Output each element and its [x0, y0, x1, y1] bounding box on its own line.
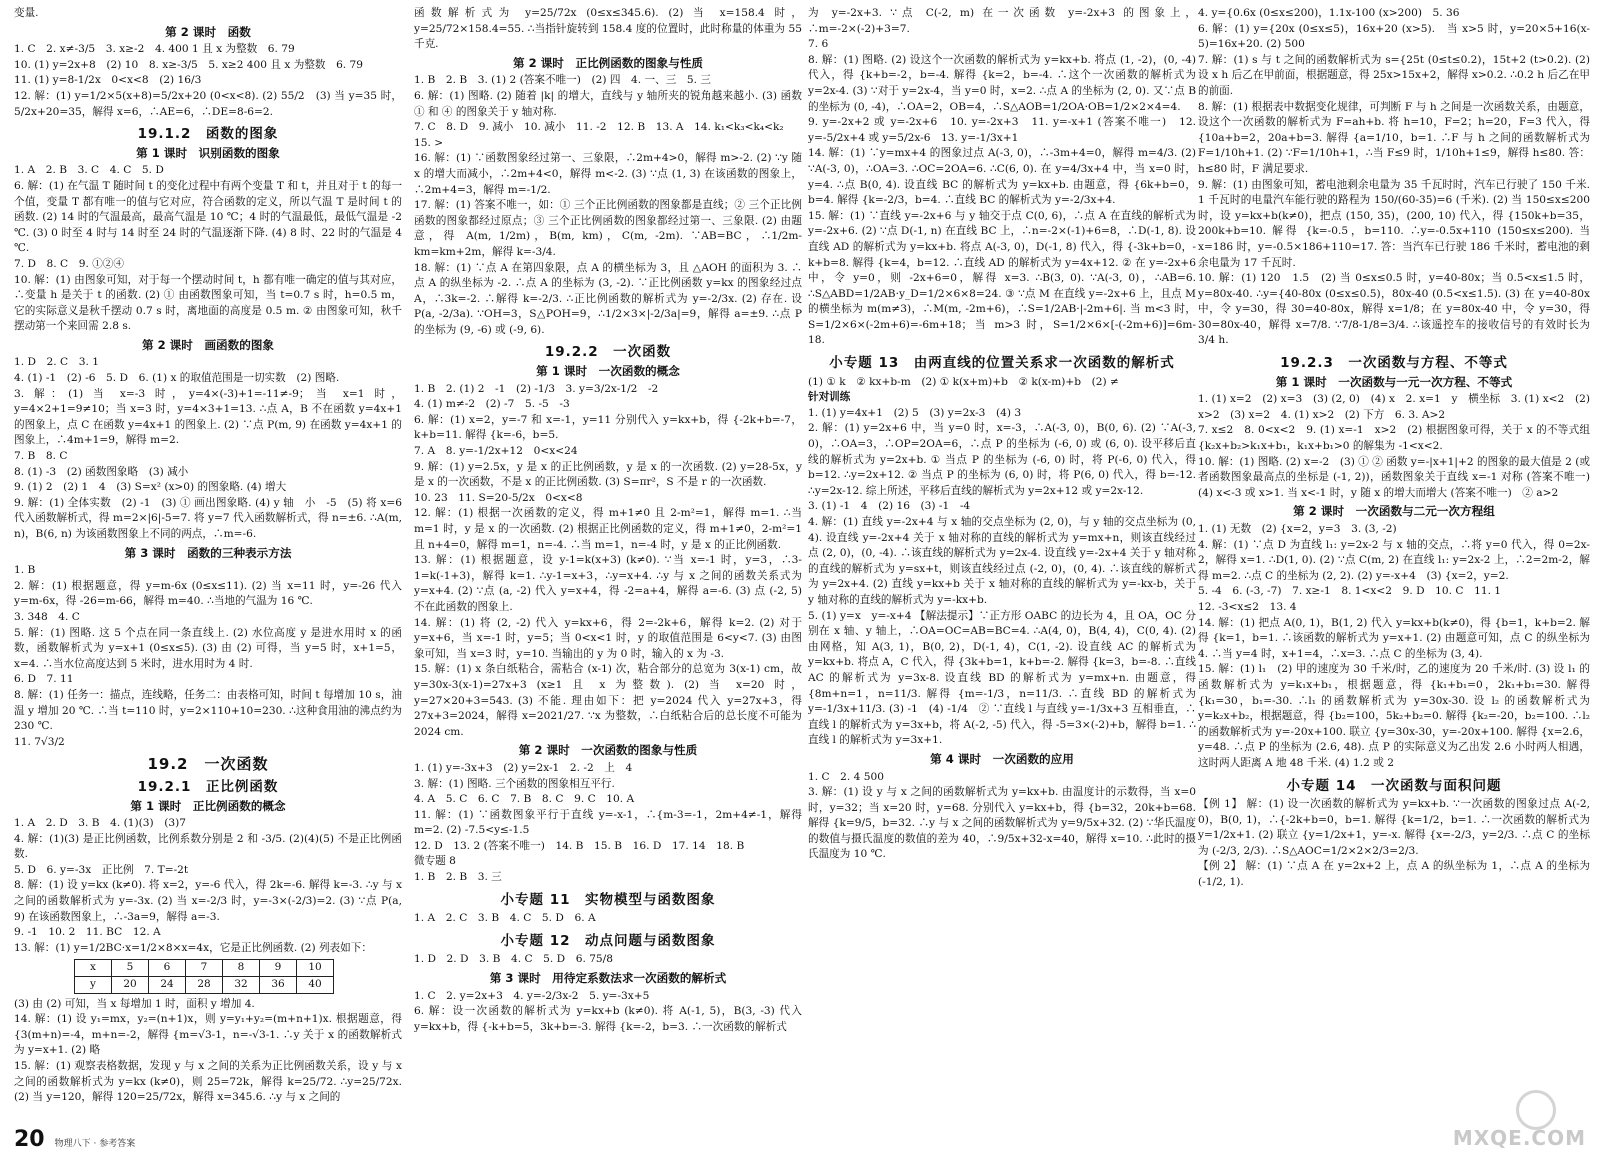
column-3 — [808, 6, 1196, 1124]
text-line: 变量. — [14, 7, 39, 19]
xy-table — [74, 959, 334, 993]
lesson-heading: 第 2 课时 函数 — [165, 24, 251, 39]
answer-line: 1. C 2. x≠-3/5 3. x≥-2 4. 400 1 且 x 为整数 6. 79 — [14, 43, 295, 56]
answer-line: 15. 解：(1) ∵直线 y=-2x+6 与 y 轴交于点 C(0, 6)，∴点 A 在直线的解析式为 y=-2x+6. (2) ∵点 D(-1, n) 在直线 BC 上，∴n=-2×(-1)+6=8，∴D(-1, 8). 设直线 AD 的解析式为 y=kx+b. 将点 A(-3, 0)，D(-1, 8) 代入，得 {-3k+b=0，-k+b=8. 解得 {k=4，b=12. ∴直线 AD 的解析式为 y=4x+12. ② 在 y=-2x+6 中，令 y=0，则 -2x+6=0，解得 x=3. ∴B(3, 0). ∵A(-3, 0)，∴AB=6. ∴S△ABD=1/2AB·y_D=1/2×6×8=24. ③ ∵点 M 在直线 y=-2x+6 上，且点 M 的横坐标为 m(m≠3)，∴M(m, -2m+6)，∴S=1/2AB·|-2m+6|. 当 m<3 时，S=1/2×6×(-2m+6)=-6m+18；当 m>3 时，S=1/2×6×[-(-2m+6)]=6m-18. — [808, 209, 1196, 347]
watermark-circle-icon — [1516, 1090, 1556, 1130]
answer-line: 9. -1 10. 2 11. BC 12. A — [14, 926, 161, 939]
answer-line: 【例 1】 解：(1) 设一次函数的解析式为 y=kx+b. ∵一次函数的图象过点 A(-2, 0)，B(0, 1)，∴{-2k+b=0，b=1. 解得 {k=1/2，b=1. ∴一次函数的解析式为 y=1/2x+1. (2) 联立 {y=1/2x+1，y=-x. 解得 {x=-2/3，y=2/3. ∴点 C 的坐标为 (-2/3, 2/3). ∴S△AOC=1/2×2×2/3=2/3. — [1198, 798, 1590, 857]
answer-line: 4. (1) -1 (2) -6 5. D 6. (1) x 的取值范围是一切实数 (2) 图略. — [14, 372, 340, 385]
lesson-heading: 第 1 课时 一次函数的概念 — [536, 364, 680, 379]
table-cell: 9 — [260, 960, 297, 977]
watermark-text: MXQE.COM — [1452, 1126, 1586, 1150]
answer-line: 函数解析式为 y=25/72x (0≤x≤345.6). (2) 当 x=158.4 时，y=25/72×158.4=55. ∴当指针旋转到 158.4 度的位置时，此时称量的体重为 55 千克. — [414, 7, 802, 51]
answer-line: 8. 解：(1) 设 y=kx (k≠0). 将 x=2，y=-6 代入，得 2k=-6. 解得 k=-3. ∴y 与 x 之间的函数解析式为 y=-3x. (2) 当 x=-2/3 时，y=-3×(-2/3)=2. (3) ∵点 P(a, 9) 在该函数图象上，∴-3a=9，解得 a=-3. — [14, 879, 402, 923]
lesson-heading: 第 2 课时 正比例函数的图象与性质 — [512, 55, 704, 70]
answer-line: (3) 由 (2) 可知，当 x 每增加 1 时，面积 y 增加 4. — [14, 997, 255, 1010]
table-cell: 8 — [223, 960, 260, 977]
table-cell: 6 — [149, 960, 186, 977]
answer-line: 7. A 8. y=-1/2x+12 0<x<24 — [414, 445, 578, 458]
section-heading: 19.2.1 正比例函数 — [137, 778, 279, 795]
table-cell: 10 — [297, 960, 334, 977]
answer-line: 3. 解：(1) 设 y 与 x 之间的函数解析式为 y=kx+b. 由温度计的示数得，当 x=0 时，y=32；当 x=20 时，y=68. 分别代入 y=kx+b，得 {b=32，20k+b=68. 解得 {k=9/5，b=32. ∴y 与 x 之间的函数解析式为 y=9/5x+32. (2) ∵华氏温度的数值与摄氏温度的数值的差为 40，∴9/5x+32-x=40，解得 x=10. ∴此时的摄氏温度为 10 ℃. — [808, 786, 1196, 861]
answer-line: 12. 解：(1) y=1/2×5(x+8)=5/2x+20 (0<x<8). (2) 55/2 (3) 当 y=35 时，5/2x+20=35，解得 x=6，∴AE=6，∴DE=8-6=2. — [14, 89, 402, 118]
answer-line: 1. B 2. B 3. 三 — [414, 871, 502, 884]
answer-line: 12. 解：(1) 根据一次函数的定义，得 m+1≠0 且 2-m²=1，解得 m=1. ∴当 m=1 时，y 是 x 的一次函数. (2) 根据正比例函数的定义，得 m+1≠0，2-m²=1 且 n+4=0，解得 m=1，n=-4. ∴当 m=1，n=-4 时，y 是 x 的正比例函数. — [414, 507, 802, 551]
answer-line: 10. 23 11. S=20-5/2x 0<x<8 — [414, 491, 583, 504]
answer-line: 15. > — [414, 136, 444, 149]
lesson-heading: 第 4 课时 一次函数的应用 — [930, 751, 1074, 766]
answer-line: 17. 解：(1) 答案不唯一，如：① 三个正比例函数的图象都是直线；② 三个正比例函数的图象都经过原点；③ 三个正比例函数的图象都经过第一、三象限. (2) 由题意，得 A(m, 1/2m)，B(m, km)，C(m, -2m). ∵AB=BC，∴1/2m-km=km+2m，解得 k=-3/4. — [414, 199, 802, 258]
answer-line: 14. 解：(1) 将 (2, -2) 代入 y=kx+6，得 2=-2k+6，解得 k=2. (2) 对于 y=x+6，当 x=-1 时，y=5；当 0<x<1 时，y 的取值范围是 6<y<7. (3) 由图象可知，当 x=3 时，y=10. 当输出的 y 为 0 时，输入的 x 为 -3. — [414, 616, 802, 660]
lesson-heading: 第 1 课时 识别函数的图象 — [136, 145, 280, 160]
answer-line: 5. D 6. y=-3x 正比例 7. T=-2t — [14, 863, 189, 876]
answer-line: 8. 解：(1) 图略. (2) 设这个一次函数的解析式为 y=kx+b. 将点 (1, -2)，(0, -4) 代入，得 {k+b=-2，b=-4. 解得 {k=2，b=-4. ∴这个一次函数的解析式为 y=2x-4. (3) ∵对于 y=2x-4，当 y=0 时，x=2. ∴点 A 的坐标为 (2, 0). 又∵点 B 的坐标为 (0, -4)，∴OA=2，OB=4，∴S△AOB=1/2OA·OB=1/2×2×4=4. — [808, 53, 1196, 113]
table-cell: x — [75, 960, 112, 977]
answer-line: 8. 解：(1) 根据表中数据变化规律，可判断 F 与 h 之间是一次函数关系，由题意，设这个一次函数的解析式为 F=ah+b. 将 h=10，F=2；h=20，F=3 代入，得 {10a+b=2，20a+b=3. 解得 {a=1/10，b=1. ∴F 与 h 之间的函数解析式为 F=1/10h+1. (2) ∵F=1/10h+1，∴当 F≤9 时，1/10h+1≤9，解得 h≤80. 答：h≤80 时，F 满足要求. — [1198, 100, 1590, 175]
answer-line: 6. 解：(1) y={20x (0≤x≤5)，16x+20 (x>5). 当 x>5 时，y=20×5+16(x-5)=16x+20. (2) 500 — [1198, 22, 1590, 51]
lesson-heading: 第 2 课时 一次函数的图象与性质 — [518, 743, 698, 758]
answer-line: 10. 解：(1) 图略. (2) x=-2 (3) ① ② 函数 y=-|x+1|+2 的图象的最大值是 2 (或者函数图象最高点的坐标是 (-1, 2))，函数图象关于直线 x=-1 对称 (答案不唯一) (4) x<-3 或 x>1. 当 x<-1 时，y 随 x 的增大而增大 (答案不唯一) ② a>2 — [1198, 455, 1590, 499]
answer-line: 1. C 2. y=2x+3 4. y=-2/3x-2 5. y=-3x+5 — [414, 989, 650, 1002]
answer-line: 7. x≤2 8. 0<x<2 9. (1) x=-1 x>2 (2) 根据图象可得，关于 x 的不等式组 {k₂x+b₂>k₁x+b₁，k₁x+b₁>0 的解集为 -1<x<2. — [1198, 424, 1590, 453]
answer-line: 4. 解：(1)(3) 是正比例函数，比例系数分别是 2 和 -3/5. (2)(4)(5) 不是正比例函数. — [14, 832, 402, 861]
table-cell: 5 — [112, 960, 149, 977]
answer-line: 7. 6 — [808, 38, 829, 51]
answer-line: 针对训练 — [808, 391, 851, 404]
table-row — [75, 977, 334, 994]
answer-line: 9. 解：(1) y=2.5x，y 是 x 的正比例函数，y 是 x 的一次函数. (2) y=28-5x，y 是 x 的一次函数，不是 x 的正比例函数. (3) S=πr²，S 不是 r 的一次函数. — [414, 460, 802, 489]
answer-line: 5. (1) y=x y=-x+4 【解法提示】∵正方形 OABC 的边长为 4，且 OA，OC 分别在 x 轴、y 轴上，∴OA=OC=AB=BC=4. ∴A(4, 0)，B(4, 4)，C(0, 4). (2) 由网格，知 A(3, 1)，B(0, 2)，D(-1, 4)，C(1, -2). 设直线 AC 的解析式为 y=kx+b. 将点 A，C 代入，得 {3k+b=1，k+b=-2. 解得 {k=3，b=-8. ∴直线 AC 的解析式为 y=3x-8. 设直线 BD 的解析式为 y=mx+n. 由题意，得 {8m+n=1，n=11/3. 解得 {m=-1/3，n=11/3. ∴直线 BD 的解析式为 y=-1/3x+11/3. (3) -1 (4) -1/4 ② ∵直线 l 与直线 y=-1/3x+3 互相垂直，∴直线 l 的解析式为 y=3x+b，将 A(-2, -5) 代入，得 -5=3×(-2)+b，解得 b=1. ∴直线 l 的解析式为 y=3x+1. — [808, 609, 1196, 747]
answer-line: 6. 解：(1) x=2，y=-7 和 x=-1，y=11 分别代入 y=kx+b，得 {-2k+b=-7，k+b=11. 解得 {k=-6，b=5. — [414, 413, 802, 442]
answer-line: 9. 解：(1) 全体实数 (2) -1 (3) ① 画出图象略. (4) y 轴 小 -5 (5) 将 x=6 代入函数解析式，得 m=2×|6|-5=7. 将 y=7 代入函数解析式，得 n=±6. ∴A(m, n)，B(6, n) 为该函数图象上不同的两点，∴m=-6. — [14, 496, 402, 540]
answer-line: 9. 解：(1) 由图象可知，蓄电池剩余电量为 35 千瓦时时，汽车已行驶了 150 千米. 1 千瓦时的电量汽车能行驶的路程为 150/(60-35)=6 (千米). (2) 当 150≤x≤200 时，设 y=kx+b(k≠0)，把点 (150, 35)，(200, 10) 代入，得 {150k+b=35，200k+b=10. 解得 {k=-0.5，b=110. ∴y=-0.5x+110 (150≤x≤200). 当 x=186 时，y=-0.5×186+110=17. 答：当汽车已行驶 186 千米时，蓄电池的剩余电量为 17 千瓦时. — [1198, 178, 1590, 269]
section-heading: 19.2 一次函数 — [147, 755, 269, 774]
answer-line: 4. (1) m≠-2 (2) -7 5. -5 -3 — [414, 398, 570, 411]
answer-line: 1. (1) 无数 (2) {x=2，y=3 3. (3, -2) — [1198, 523, 1397, 535]
footer-text: 物理八下 · 参考答案 — [54, 1139, 136, 1149]
answer-line: 15. 解：(1) l₁ (2) 甲的速度为 30 千米/时，乙的速度为 20 千米/时. (3) 设 l₁ 的函数解析式为 y=k₁x+b₁，根据题意，得 {k₁+b₁=0，2k₁+b₁=30. 解得 {k₁=30，b₁=-30. ∴l₁ 的函数解析式为 y=30x-30. 设 l₂ 的函数解析式为 y=k₂x+b₂，根据题意，得 {b₂=100，5k₂+b₂=0. 解得 {k₂=-20，b₂=100. ∴l₂ 的函数解析式为 y=-20x+100. 联立 {y=30x-30，y=-20x+100. 解得 {x=2.6，y=48. ∴点 P 的坐标为 (2.6, 48). 点 P 的实际意义为乙出发 2.6 小时两人相遇，这时两人距离 A 地 48 千米. (4) 1.2 或 2 — [1198, 663, 1590, 769]
answer-line: 9. (1) 2 (2) 1 4 (3) S=x² (x>0) 的图象略. (4) 增大 — [14, 481, 287, 494]
answer-line: 11. (1) y=8-1/2x 0<x<8 (2) 16/3 — [14, 74, 202, 87]
lesson-heading: 第 2 课时 一次函数与二元一次方程组 — [1293, 504, 1495, 519]
answer-line: 10. (1) y=2x+8 (2) 10 8. x≥-3/5 5. x≥2 400 且 x 为整数 6. 79 — [14, 58, 364, 71]
answer-line: 1. B 2. (1) 2 -1 (2) -1/3 3. y=3/2x-1/2 -2 — [414, 382, 659, 395]
answer-line: 7. C 8. D 9. 减小 10. 减小 11. -2 12. B 13. A 14. k₁<k₃<k₄<k₂ — [414, 121, 784, 134]
section-heading: 19.1.2 函数的图象 — [137, 126, 279, 143]
answer-line: 1. (1) y=-3x+3 (2) y=2x-1 2. -2 上 4 — [414, 761, 633, 774]
lesson-heading: 第 2 课时 画函数的图象 — [141, 337, 275, 352]
answer-line: 1. D 2. D 3. B 4. C 5. D 6. 75/8 — [414, 953, 613, 966]
answer-line: 4. 解：(1) ∵点 D 为直线 l₁: y=2x-2 与 x 轴的交点，∴将 y=0 代入，得 0=2x-2，解得 x=1. ∴D(1, 0). (2) ∵点 C(m, 2) 在直线 l₁: y=2x-2 上，∴2=2m-2，解得 m=2. ∴点 C 的坐标为 (2, 2). (2) y=-x+4 (3) {x=2，y=2. — [1198, 538, 1590, 582]
answer-line: 15. 解：(1) x 条白纸粘合，需粘合 (x-1) 次，粘合部分的总宽为 3(x-1) cm，故 y=30x-3(x-1)=27x+3 (x≥1 且 x 为整数). (2) 当 x=20 时，y=27×20+3=543. (3) 不能. 理由如下：把 y=2024 代入 y=27x+3，得 27x+3=2024，解得 x=2021/27. ∵x 为整数，∴白纸粘合后的总长度不可能为 2024 cm. — [414, 663, 802, 738]
answer-line: 2. 解：(1) 根据题意，得 y=m-6x (0≤x≤11). (2) 当 x=11 时，y=-26 代入 y=m-6x，得 -26=m-66，解得 m=40. ∴当地的气温为 16 ℃. — [14, 579, 402, 608]
answer-line: 6. 解：(1) 在气温 T 随时间 t 的变化过程中有两个变量 T 和 t，并且对于 t 的每一个值，变量 T 都有唯一的值与它对应，符合函数的定义，所以气温 T 是时间 t 的函数. (2) 14 时的气温最高，最高气温是 10 ℃；4 时的气温最低，最低气温是 -2 ℃. (3) 0 时至 4 时与 14 时至 24 时的气温逐渐下降. (4) 8 时、22 时的气温是 4 ℃. — [14, 179, 402, 255]
answer-line: 2. 解：(1) y=2x+6 中，当 y=0 时，x=-3，∴A(-3, 0)，B(0, 6). (2) ∵A(-3, 0)，∴OA=3，∴OP=2OA=6，∴点 P 的坐标为 (-6, 0) 或 (6, 0). 设平移后直线的解析式为 y=2x+b. ① 当点 P 的坐标为 (-6, 0) 时，将 P(-6, 0) 代入，得 b=12. ∴y=2x+12. ② 当点 P 的坐标为 (6, 0) 时，将 P(6, 0) 代入，得 b=-12. ∴y=2x-12. 综上所述，平移后直线的解析式为 y=2x+12 或 y=2x-12. — [808, 422, 1196, 497]
answer-line: 4. A 5. C 6. C 7. B 8. C 9. C 10. A — [414, 793, 635, 806]
page-number: 20 — [14, 1127, 45, 1152]
answer-line: 1. D 2. C 3. 1 — [14, 356, 99, 369]
answer-line: 5. 解：(1) 图略. 这 5 个点在同一条直线上. (2) 水位高度 y 是进水用时 x 的函数，函数解析式为 y=x+1 (0≤x≤5). (3) 由 (2) 可得，当 y=5 时，x+1=5，x=4. ∴当水位高度达到 5 米时，进水用时为 4 时. — [14, 626, 402, 670]
answer-line: 6. D 7. 11 — [14, 673, 74, 686]
section-heading: 小专题 12 动点问题与函数图象 — [500, 932, 716, 949]
answer-line: 1. (1) y=4x+1 (2) 5 (3) y=2x-3 (4) 3 — [808, 406, 1022, 419]
answer-line: 1. A 2. B 3. C 4. C 5. D — [14, 164, 164, 177]
section-heading: 19.2.2 一次函数 — [544, 344, 672, 361]
table-cell: 24 — [149, 977, 186, 994]
table-row — [75, 960, 334, 977]
answer-line: 6. 解：(1) 图略. (2) 随着 |k| 的增大，直线与 y 轴所夹的锐角越来越小. (3) 函数 ① 和 ④ 的图象关于 y 轴对称. — [414, 89, 802, 118]
table-cell: 7 — [186, 960, 223, 977]
answer-line: 13. 解：(1) y=1/2BC·x=1/2×8×x=4x，它是正比例函数. (2) 列表如下： — [14, 941, 372, 954]
answer-line: 18. 解：(1) ∵点 A 在第四象限，点 A 的横坐标为 3，且 △AOH 的面积为 3. ∴点 A 的纵坐标为 -2. ∴点 A 的坐标为 (3, -2). ∵正比例函数 y=kx 的图象经过点 A，∴3k=-2. ∴解得 k=-2/3. ∴正比例函数的解析式为 y=-2/3x. (2) 存在. 设 P(a, -2/3a). ∵OH=3，S△POH=9，∴1/2×3×|-2/3a|=9，解得 a=±9. ∴点 P 的坐标为 (9, -6) 或 (-9, 6). — [414, 261, 802, 336]
answer-line: 3. (1) -1 4 (2) 16 (3) -1 -4 — [808, 500, 971, 513]
column-1 — [14, 6, 402, 1124]
answer-line: 3. 解：(1) 当 x=-3 时，y=4×(-3)+1=-11≠-9；当 x=1 时，y=4×2+1=9≠10；当 x=3 时，y=4×3+1=13. ∴点 A，B 不在函数 y=4x+1 的图象上，点 C 在函数 y=4x+1 的图象上. (2) ∵点 P(m, 9) 在函数 y=4x+1 的图象上，∴4m+1=9，解得 m=2. — [14, 387, 402, 447]
answer-line: 8. (1) -3 (2) 函数图象略 (3) 减小 — [14, 465, 189, 478]
answer-line: 为 y=-2x+3. ∵点 C(-2, m) 在一次函数 y=-2x+3 的图象上，∴m=-2×(-2)+3=7. — [808, 7, 1196, 35]
answer-line: (1) ① k ② kx+b-m (2) ① k(x+m)+b ② k(x-m)+b (2) ≠ — [808, 375, 1119, 388]
answer-line: 【例 2】 解：(1) ∵点 A 在 y=2x+2 上，点 A 的纵坐标为 1，∴点 A 的坐标为 (-1/2, 1). — [1198, 860, 1590, 889]
table-cell: 20 — [112, 977, 149, 994]
answer-line: 14. 解：(1) 设 y₁=mx，y₂=(n+1)x，则 y=y₁+y₂=(m+n+1)x. 根据题意，得 {3(m+n)=-4，m+n=-2，解得 {m=√3-1，n=-√3-1. ∴y 关于 x 的函数解析式为 y=x+1. (2) 略 — [14, 1013, 402, 1057]
answer-line: 8. 解：(1) 任务一：描点，连线略，任务二：由表格可知，时间 t 每增加 10 s，油温 y 增加 20 ℃. ∴当 t=110 时，y=2×110+10=230. ∴这种食用油的沸点约为 230 ℃. — [14, 688, 402, 733]
table-cell: 32 — [223, 977, 260, 994]
answer-line: 14. 解：(1) 把点 A(0, 1)，B(1, 2) 代入 y=kx+b(k≠0)，得 {b=1，k+b=2. 解得 {k=1，b=1. ∴该函数的解析式为 y=x+1. (2) 由题意可知，点 C 的纵坐标为 4. ∴当 y=4 时，x+1=4，∴x=3. ∴点 C 的坐标为 (3, 4). — [1198, 616, 1590, 660]
lesson-heading: 第 3 课时 函数的三种表示方法 — [124, 545, 292, 560]
answer-line: 7. D 8. C 9. ①②④ — [14, 257, 124, 270]
answer-line: 7. 解：(1) s 与 t 之间的函数解析式为 s={25t (0≤t≤0.2)，15t+2 (t>0.2). (2) 设 x h 后乙在甲前面，根据题意，得 25x>15x+2，解得 x>0.2. ∴0.2 h 后乙在甲的前面. — [1198, 53, 1590, 97]
answer-line: 4. y={0.6x (0≤x≤200)，1.1x-100 (x>200) 5. 36 — [1198, 7, 1460, 19]
lesson-heading: 第 1 课时 正比例函数的概念 — [130, 798, 286, 813]
answer-line: 10. 解：(1) 由图象可知，对于每一个摆动时间 t，h 都有唯一确定的值与其对应，∴变量 h 是关于 t 的函数. (2) ① 由函数图象可知，当 t=0.7 s 时，h=0.5 m，它的实际意义是秋千摆动 0.7 s 时，离地面的高度是 0.5 m. ② 由图象可知，秋千摆动第一个来回需 2.8 s. — [14, 273, 402, 333]
answer-line: 3. 348 4. C — [14, 610, 80, 623]
answer-line: 14. 解：(1) ∵y=mx+4 的图象过点 A(-3, 0)，∴-3m+4=0，解得 m=4/3. (2) ∵A(-3, 0)，∴OA=3. ∴OC=2OA=6. ∴C(6, 0). 在 y=4/3x+4 中，当 x=0 时，y=4. ∴点 B(0, 4). 设直线 BC 的解析式为 y=kx+b. 由题意，得 {6k+b=0，b=4. 解得 {k=-2/3，b=4. ∴直线 BC 的解析式为 y=-2/3x+4. — [808, 147, 1196, 207]
lesson-heading: 第 1 课时 一次函数与一元一次方程、不等式 — [1275, 374, 1513, 389]
answer-line: 1. B 2. B 3. (1) 2 (答案不唯一) (2) 四 4. 一、三 5. 三 — [414, 74, 711, 87]
answer-line: 1. A 2. C 3. B 4. C 5. D 6. A — [414, 912, 596, 925]
answer-line: 16. 解：(1) ∵函数图象经过第一、三象限，∴2m+4>0，解得 m>-2. (2) ∵y 随 x 的增大而减小，∴2m+4<0，解得 m<-2. (3) ∵点 (1, 3) 在该函数的图象上，∴2m+4=3，解得 m=-1/2. — [414, 152, 802, 196]
table-cell: 36 — [260, 977, 297, 994]
answer-line: 7. B 8. C — [14, 450, 68, 463]
answer-line: 13. 解：(1) 根据题意，设 y-1=k(x+3) (k≠0). ∵当 x=-1 时，y=3，∴3-1=k(-1+3)，解得 k=1. ∴y-1=x+3，∴y=x+4. ∴y 与 x 之间的函数关系式为 y=x+4. (2) ∵点 (a, -2) 代入 y=x+4，得 -2=a+4，解得 a=-6. (3) 点 (-2, 5) 不在此函数的图象上. — [414, 554, 802, 613]
table-cell: 40 — [297, 977, 334, 994]
answer-line: 1. (1) x=2 (2) x=3 (3) (2, 0) (4) x 2. x=1 y 横坐标 3. (1) x<2 (2) x>2 (3) x=2 4. (1) x>2 (2) 下方 6. 3. A>2 — [1198, 393, 1590, 421]
section-heading: 小专题 14 一次函数与面积问题 — [1286, 777, 1502, 794]
answer-line: 1. A 2. D 3. B 4. (1)(3) (3)7 — [14, 817, 186, 830]
answer-line: 12. D 13. 2 (答案不唯一) 14. B 15. B 16. D 17. 14 18. B — [414, 839, 745, 852]
answer-line: 5. -4 6. (-3, -7) 7. x≥-1 8. 1<x<2 9. D 10. C 11. 1 — [1198, 585, 1502, 598]
answer-line: 4. 解：(1) 直线 y=-2x+4 与 x 轴的交点坐标为 (2, 0)，与 y 轴的交点坐标为 (0, 4). 设直线 y=-2x+4 关于 x 轴对称的直线的解析式为 y=mx+n，则该直线经过点 (2, 0)，(0, -4). ∴该直线的解析式为 y=2x-4. 设直线 y=-2x+4 关于 y 轴对称的直线的解析式为 y=sx+t，则该直线经过点 (-2, 0)，(0, 4). ∴该直线的解析式为 y=2x+4. (2) 直线 y=kx+b 关于 x 轴对称的直线的解析式为 y=-kx-b，关于 y 轴对称的直线的解析式为 y=-kx+b. — [808, 516, 1196, 606]
micro-topic-label: 微专题 8 — [414, 855, 456, 868]
table-cell: y — [75, 977, 112, 994]
answer-line: 11. 解：(1) ∵函数图象平行于直线 y=-x-1，∴{m-3=-1，2m+4≠-1，解得 m=2. (2) -7.5<y≤-1.5 — [414, 808, 802, 837]
answer-line: 1. C 2. 4 500 — [808, 770, 884, 783]
lesson-heading: 第 3 课时 用待定系数法求一次函数的解析式 — [489, 971, 727, 986]
answer-line: 9. y=-2x+2 或 y=-2x+6 10. y=-2x+3 11. y=-x+1 (答案不唯一) 12. y=-5/2x+4 或 y=5/2x-6 13. y=-1/3x+1 — [808, 116, 1196, 144]
column-2 — [414, 6, 802, 1124]
answer-line: 11. 7√3/2 — [14, 735, 65, 748]
answer-line: 12. -3<x≤2 13. 4 — [1198, 600, 1297, 613]
page-footer — [14, 1127, 135, 1151]
section-heading: 小专题 11 实物模型与函数图象 — [500, 891, 716, 908]
watermark-logo — [1426, 1090, 1586, 1150]
section-heading: 小专题 13 由两直线的位置关系求一次函数的解析式 — [829, 355, 1175, 372]
answer-line: 10. 解：(1) 120 1.5 (2) 当 0≤x≤0.5 时，y=40-80x；当 0.5<x≤1.5 时，y=80x-40. ∴y={40-80x (0≤x≤0.5)，80x-40 (0.5<x≤1.5). (3) 在 y=40-80x 中，令 y=30，得 30=40-80x，解得 x=1/8；在 y=80x-40 中，令 y=30，得 30=80x-40，解得 x=7/8. ∵7/8-1/8=3/4. ∴该遥控车的接收信号的有效时长为 3/4 h. — [1198, 272, 1590, 347]
answer-line: 15. 解：(1) 观察表格数据，发现 y 与 x 之间的关系为正比例函数关系，设 y 与 x 之间的函数解析式为 y=kx (k≠0)，则 25=72k，解得 k=25/72. ∴y=25/72x. (2) 当 y=120，解得 120=25/72x，解得 x=345.6. ∴y 与 x 之间的 — [14, 1060, 402, 1104]
answer-line: 3. 解：(1) 图略. 三个函数的图象相互平行. — [414, 777, 615, 790]
table-cell: 28 — [186, 977, 223, 994]
answer-line: 6. 解：设一次函数的解析式为 y=kx+b (k≠0). 将 A(-1, 5)，B(3, -3) 代入 y=kx+b，得 {-k+b=5，3k+b=-3. 解得 {k=-2，b=3. ∴一次函数的解析式 — [414, 1005, 802, 1033]
section-heading: 19.2.3 一次函数与方程、不等式 — [1280, 355, 1508, 372]
answer-line: 1. B — [14, 564, 36, 577]
column-4 — [1198, 6, 1590, 1124]
